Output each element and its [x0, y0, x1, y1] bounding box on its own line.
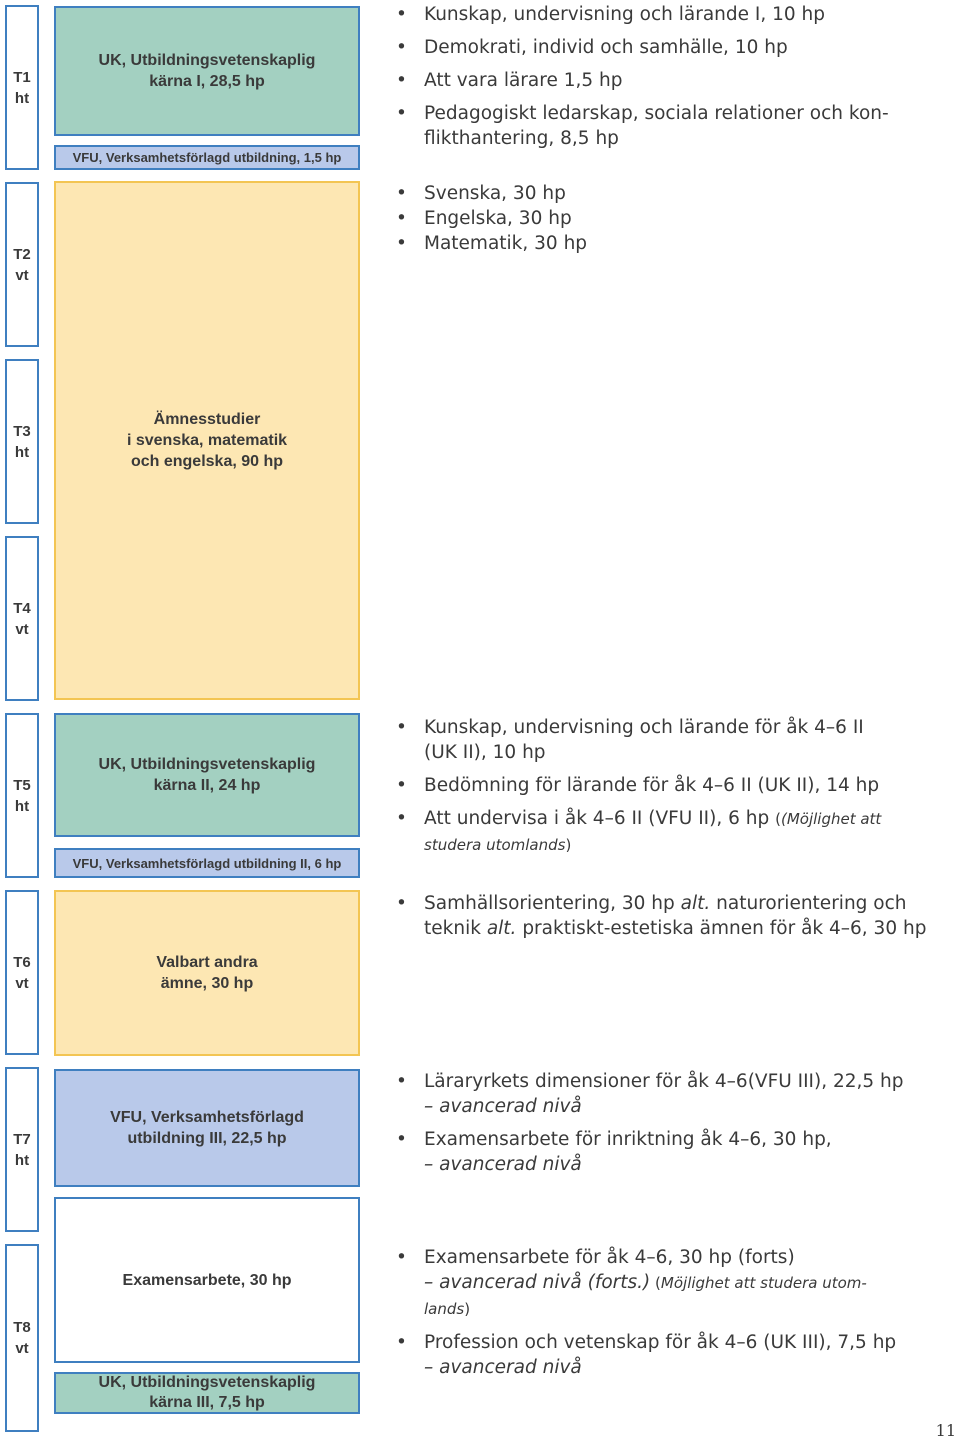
- term-t1: [5, 5, 39, 170]
- t6-course-list: [396, 891, 926, 941]
- term-code: T1: [13, 68, 31, 86]
- term-season: ht: [14, 1151, 30, 1169]
- amnesstudier-block: [54, 181, 360, 700]
- term-code: T3: [13, 422, 31, 440]
- list-item: • Pedagogiskt ledarskap, sociala relationer och kon- flikthantering, 8,5 hp: [396, 101, 889, 151]
- list-item: • Svenska, 30 hp: [396, 181, 587, 206]
- term-t5: [5, 713, 39, 878]
- term-t8: [5, 1244, 39, 1432]
- valbart-line1: Valbart andra: [156, 954, 258, 971]
- amne-line2: i svenska, matematik: [126, 432, 288, 449]
- uk2-line1: UK, Utbildningsvetenskaplig: [98, 756, 316, 773]
- term-t4: [5, 536, 39, 701]
- term-t3: [5, 359, 39, 524]
- vfu2-block: [54, 848, 360, 878]
- list-item: • Kunskap, undervisning och lärande för åk 4–6 II (UK II), 10 hp: [396, 715, 881, 765]
- term-season: vt: [15, 620, 29, 638]
- uk3-line1: UK, Utbildningsvetenskaplig: [98, 1374, 316, 1391]
- uk3-block: [54, 1372, 360, 1414]
- t1-course-list: [396, 2, 889, 151]
- vfu2-label: VFU, Verksamhetsförlagd utbildning II, 6 hp: [72, 855, 342, 871]
- uk2-line2: kärna II, 24 hp: [153, 777, 261, 794]
- examensarbete-block: [54, 1197, 360, 1363]
- list-item: • Profession och vetenskap för åk 4–6 (UK III), 7,5 hp – avancerad nivå: [396, 1330, 896, 1380]
- term-season: vt: [15, 974, 29, 992]
- valbart-line2: ämne, 30 hp: [160, 975, 254, 992]
- list-item: • Samhällsorientering, 30 hp alt. naturorientering och teknik alt. praktiskt-estetiska ämnen för åk 4–6, 30 hp: [396, 891, 926, 941]
- t2-course-list: [396, 181, 587, 256]
- term-season: ht: [14, 797, 30, 815]
- term-season: vt: [15, 266, 29, 284]
- valbart-block: [54, 890, 360, 1056]
- amne-line3: och engelska, 90 hp: [130, 453, 284, 470]
- term-season: ht: [14, 89, 30, 107]
- t5-course-list: [396, 715, 881, 858]
- list-item: • Demokrati, individ och samhälle, 10 hp: [396, 35, 889, 60]
- vfu3-block: [54, 1069, 360, 1187]
- vfu1-label: VFU, Verksamhetsförlagd utbildning, 1,5 hp: [72, 150, 342, 165]
- term-season: ht: [14, 443, 30, 461]
- uk2-block: [54, 713, 360, 837]
- uk1-line2: kärna I, 28,5 hp: [149, 73, 265, 90]
- term-code: T2: [13, 245, 31, 263]
- uk3-line2: kärna III, 7,5 hp: [149, 1394, 265, 1411]
- list-item: • Att undervisa i åk 4–6 II (VFU II), 6 hp ((Möjlighet att studera utomlands): [396, 806, 881, 858]
- list-item: • Examensarbete för åk 4–6, 30 hp (forts) – avancerad nivå (forts.) (Möjlighet att studera utom- lands): [396, 1245, 896, 1322]
- t8-course-list: [396, 1245, 896, 1380]
- page-number: 11: [935, 1421, 956, 1440]
- term-t6: [5, 890, 39, 1055]
- uk1-line1: UK, Utbildningsvetenskaplig: [98, 52, 316, 69]
- list-item: • Examensarbete för inriktning åk 4–6, 30 hp, – avancerad nivå: [396, 1127, 904, 1177]
- term-code: T4: [13, 599, 31, 617]
- list-item: • Läraryrkets dimensioner för åk 4–6(VFU III), 22,5 hp – avancerad nivå: [396, 1069, 904, 1119]
- term-code: T6: [13, 953, 31, 971]
- list-item: • Att vara lärare 1,5 hp: [396, 68, 889, 93]
- term-season: vt: [15, 1340, 29, 1357]
- list-item: • Matematik, 30 hp: [396, 231, 587, 256]
- term-t7: [5, 1067, 39, 1232]
- t7-course-list: [396, 1069, 904, 1177]
- uk1-block: [54, 6, 360, 136]
- list-item: • Bedömning för lärande för åk 4–6 II (UK II), 14 hp: [396, 773, 881, 798]
- term-code: T7: [13, 1130, 31, 1148]
- list-item: • Kunskap, undervisning och lärande I, 10 hp: [396, 2, 889, 27]
- term-t2: [5, 182, 39, 347]
- examensarbete-label: Examensarbete, 30 hp: [122, 1271, 292, 1289]
- vfu3-line2: utbildning III, 22,5 hp: [127, 1130, 287, 1147]
- vfu1-block: [54, 145, 360, 170]
- term-code: T8: [13, 1319, 31, 1336]
- vfu3-line1: VFU, Verksamhetsförlagd: [110, 1109, 304, 1126]
- amne-line1: Ämnesstudier: [153, 411, 261, 428]
- list-item: • Engelska, 30 hp: [396, 206, 587, 231]
- term-code: T5: [13, 776, 31, 794]
